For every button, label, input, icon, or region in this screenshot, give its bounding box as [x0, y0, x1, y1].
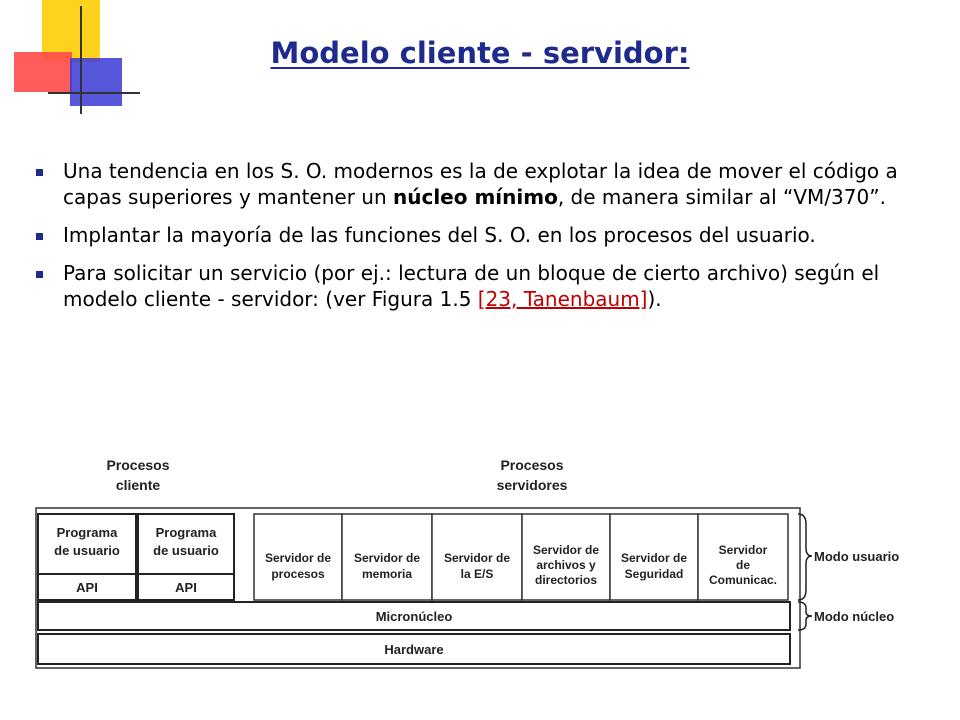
deco-horizontal-line — [48, 92, 140, 94]
api-label: API — [76, 580, 98, 595]
bullet-item: Para solicitar un servicio (por ej.: lectura de un bloque de cierto archivo) según el modelo cliente - servidor: (ver Figura 1.5 [23, Tanenbaum]). — [36, 260, 916, 312]
bullet-marker — [36, 233, 43, 240]
bullet-list — [36, 158, 916, 324]
client-heading-line2: cliente — [115, 477, 161, 493]
server-box — [522, 514, 610, 600]
client-process-label: Programa — [155, 525, 217, 540]
kernel-mode-label: Modo núcleo — [814, 609, 895, 624]
server-label: directorios — [534, 573, 598, 587]
client-process-label: de usuario — [54, 543, 120, 558]
bullet-item: Una tendencia en los S. O. modernos es la de explotar la idea de mover el código a capas superiores y mantener un núcleo mínimo, de manera similar al “VM/370”. — [36, 158, 916, 210]
server-label: Servidor — [718, 543, 768, 557]
server-heading-line2: servidores — [496, 477, 568, 493]
reference-link[interactable]: [23, Tanenbaum] — [477, 287, 648, 311]
client-process-label: de usuario — [153, 543, 219, 558]
server-label: Servidor de — [264, 551, 332, 565]
server-label: memoria — [361, 567, 413, 581]
server-label: Servidor de — [620, 551, 688, 565]
server-label: archivos y — [536, 558, 596, 572]
api-label: API — [175, 580, 197, 595]
server-label: Comunicac. — [708, 573, 778, 587]
microkernel-label: Micronúcleo — [375, 609, 453, 624]
client-process-label: Programa — [56, 525, 118, 540]
slide-title — [0, 36, 960, 70]
bold-term: núcleo mínimo — [392, 185, 558, 209]
slide-title-text: Modelo cliente - servidor: — [270, 36, 690, 70]
server-label: Servidor de — [443, 551, 511, 565]
server-label: Servidor de — [353, 551, 421, 565]
client-server-diagram — [0, 450, 960, 670]
server-heading-line1: Procesos — [500, 457, 564, 473]
bullet-marker — [36, 169, 43, 176]
server-label: procesos — [271, 567, 325, 581]
user-mode-label: Modo usuario — [814, 549, 900, 564]
bullet-marker — [36, 271, 43, 278]
server-label: la E/S — [460, 567, 494, 581]
server-label: Servidor de — [532, 543, 600, 557]
hardware-label: Hardware — [384, 642, 444, 657]
client-heading-line1: Procesos — [106, 457, 170, 473]
server-box — [698, 514, 788, 600]
server-label: de — [735, 558, 751, 572]
bullet-item: Implantar la mayoría de las funciones del S. O. en los procesos del usuario. — [36, 222, 916, 248]
server-label: Seguridad — [624, 567, 684, 581]
